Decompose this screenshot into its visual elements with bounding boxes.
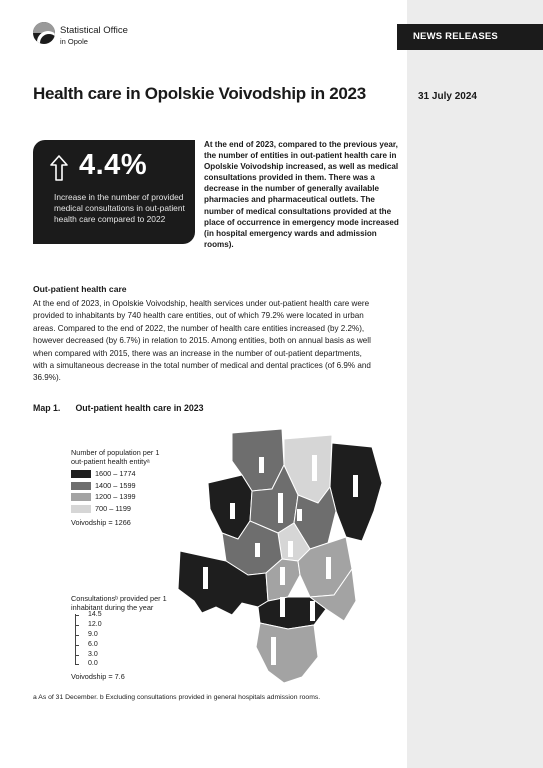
consultation-bar	[255, 543, 260, 557]
legend-swatch	[71, 482, 91, 490]
consultation-bar	[310, 601, 315, 621]
legend-consultations-title: Consultationsᵇ provided per 1 inhabitant during the year	[71, 594, 167, 612]
scale-tick	[75, 645, 79, 646]
footnote: a As of 31 December. b Excluding consultations provided in general hospitals admission rooms.	[33, 694, 321, 701]
scale-tick	[75, 664, 79, 665]
consultation-bar	[271, 637, 276, 665]
scale-value: 12.0	[88, 621, 102, 628]
section-body: At the end of 2023, in Opolskie Voivodship, health services under out-patient health care were provided to inhabitants by 740 health care entities, out of which 79.2% were located in urban areas. Compared to the end of 2022, the number of health care entities increased (by 2.2%), however decreased (by 6.7%) in relation to 2015. Among entities, both on annual basis as well when compared with 2015, there was an increase in the number of out-patient departments, with a simultaneous decrease in the total number of medical and dental practices (of 6.9% and 36.9%).	[33, 299, 371, 383]
release-date: 31 July 2024	[418, 91, 477, 102]
scale-value: 9.0	[88, 631, 98, 638]
scale-value: 14.5	[88, 611, 102, 618]
consultation-bar	[312, 455, 317, 481]
arrow-up-icon	[48, 154, 70, 182]
consultation-bar	[278, 493, 283, 523]
consultation-bar	[297, 509, 302, 521]
consultation-bar	[353, 475, 358, 497]
scale-tick	[75, 635, 79, 636]
consultation-bar	[203, 567, 208, 589]
section-heading: Out-patient health care	[33, 284, 127, 294]
legend-swatch	[71, 493, 91, 501]
sidebar-panel	[407, 0, 543, 768]
consultation-bar	[288, 541, 293, 557]
page-title: Health care in Opolskie Voivodship in 2023	[33, 84, 366, 103]
consultation-bar	[230, 503, 235, 519]
legend-swatch	[71, 470, 91, 478]
org-name-sub: in Opole	[60, 37, 88, 46]
consultation-bar	[280, 597, 285, 617]
consultation-bar	[280, 567, 285, 585]
voivodship-map	[160, 425, 400, 690]
intro-paragraph: At the end of 2023, compared to the previous year, the number of entities in out-patient health care in Opolskie Voivodship increased, as well as medical consultations provided in them. There was a decrease in the number of generally available pharmacies and pharmaceutical outlets. The number of medical consultations provided at the place of occurrence in emergency mode increased (in hospital emergency wards and admission rooms).	[204, 140, 399, 249]
legend-class-label: 1400 – 1599	[95, 480, 136, 490]
highlight-box	[33, 140, 195, 244]
map-label: Map 1.	[33, 403, 61, 413]
news-releases-tab[interactable]: NEWS RELEASES	[397, 24, 543, 50]
legend-class-label: 1200 – 1399	[95, 492, 136, 501]
scale-tick	[75, 615, 79, 616]
statistical-office-logo	[33, 22, 55, 44]
scale-value: 0.0	[88, 660, 98, 667]
scale-tick	[75, 625, 79, 626]
legend-population-title: Number of population per 1 out-patient health entityᵃ	[71, 448, 160, 466]
consultation-bar	[326, 557, 331, 579]
legend-class-label: 1600 – 1774	[95, 469, 136, 478]
scale-value: 6.0	[88, 641, 98, 648]
scale-bar	[75, 614, 76, 664]
highlight-description: Increase in the number of provided medical consultations in out-patient health care compared to 2022	[54, 192, 185, 224]
consultation-bar	[259, 457, 264, 473]
org-name	[60, 25, 128, 47]
map-region	[256, 623, 318, 683]
scale-tick	[75, 655, 79, 656]
legend-swatch	[71, 505, 91, 513]
highlight-value: 4.4%	[79, 149, 148, 181]
voivodship-population: Voivodship = 1266	[71, 518, 131, 527]
map-title: Out-patient health care in 2023	[75, 403, 204, 413]
org-name-main: Statistical Office	[60, 25, 128, 36]
voivodship-consultations: Voivodship = 7.6	[71, 672, 125, 681]
scale-value: 3.0	[88, 651, 98, 658]
legend-class-label: 700 – 1199	[95, 503, 131, 513]
map-caption	[33, 403, 204, 413]
